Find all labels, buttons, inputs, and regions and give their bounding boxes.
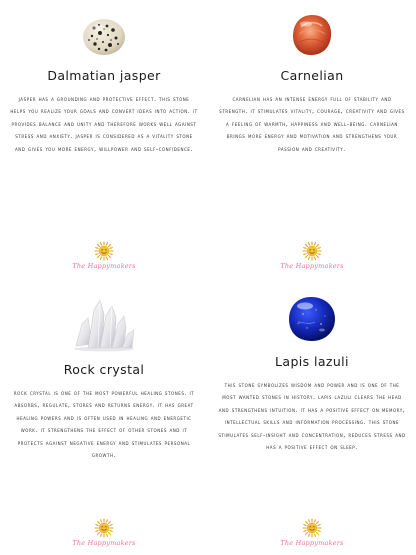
stone-description: carnelian has an intense energy full of stability and strength. it stimulates vitality, courage, creativity and gives a feeling of warmth, happiness and well-being. carnelian brings more energy and motivation and strengthens your passion and creativity. (219, 96, 405, 153)
stone-card-dalmatian-jasper (4, 0, 204, 156)
smiling-sun-icon (94, 518, 114, 538)
stone-card-lapis-lazuli (212, 282, 412, 454)
brand-logo (4, 518, 204, 547)
brand-logo (212, 518, 412, 547)
brand-logo (4, 241, 204, 270)
brand-name: The Happymakers (72, 539, 136, 547)
lapis-lazuli-stone-icon (285, 294, 339, 344)
smiling-sun-icon (94, 241, 114, 261)
stone-title: Lapis lazuli (275, 354, 349, 369)
stone-description: rock crystal is one of the most powerful healing stones. it absorbs, regulate, stores and returns energy. it has great healing powers and is often used in healing and energetic work. it strengthens the effect of other stones and it protects against negative energy and stimulates personal growth. (13, 390, 195, 460)
brand-logo (212, 241, 412, 270)
stone-description: this stone symbolizes wisdom and power and is one of the most wanted stones in history. lapis lazuli clears the head and strengthens intuition. it has a positive effect on memory, intellectual skills and information processing. this stone stimulates self-insight and concentration, reduces stress and has a positive effect on sleep. (218, 382, 406, 452)
stone-card-rock-crystal (4, 282, 204, 462)
stone-title: Rock crystal (63, 362, 145, 377)
stone-card-carnelian (212, 0, 412, 156)
brand-name: The Happymakers (280, 262, 344, 270)
dalmatian-jasper-stone-icon (80, 14, 128, 58)
stone-description: jasper has a grounding and protective effect. this stone helps you realize your goals and convert ideas into action. it provides balance and unity and therefore works well against stress and anxiety. jasper is considered as a vitality stone and gives you more energy, willpower and self-confidence. (10, 96, 198, 153)
brand-name: The Happymakers (280, 539, 344, 547)
smiling-sun-icon (302, 518, 322, 538)
carnelian-stone-icon (289, 12, 335, 58)
stone-title: Dalmatian jasper (47, 68, 161, 83)
stone-title: Carnelian (280, 68, 344, 83)
brand-name: The Happymakers (72, 262, 136, 270)
smiling-sun-icon (302, 241, 322, 261)
rock-crystal-stone-icon (68, 294, 140, 352)
